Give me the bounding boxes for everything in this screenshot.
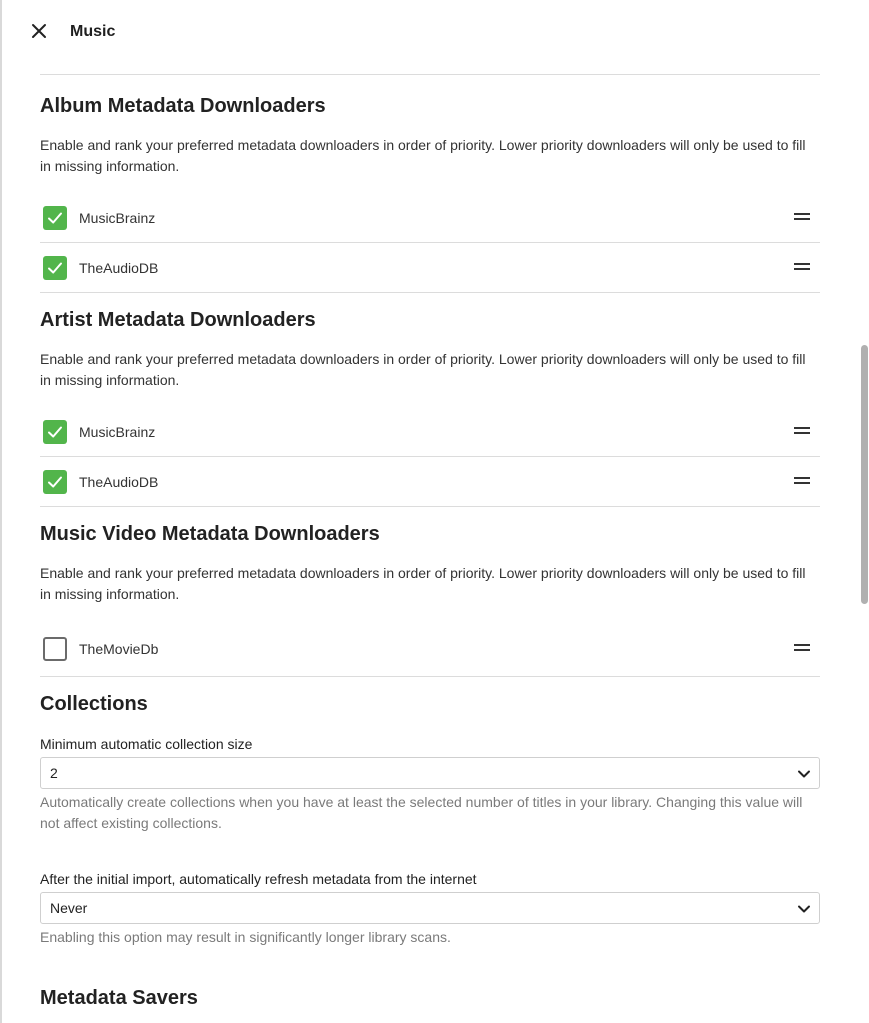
min-collection-size-select[interactable] — [40, 757, 820, 789]
musicvideo-section-title: Music Video Metadata Downloaders — [40, 523, 380, 545]
metadata-savers-section — [40, 984, 820, 1012]
musicvideo-downloaders-section — [40, 520, 820, 677]
album-theaudiodb-checkbox[interactable] — [43, 256, 67, 280]
chevron-down-icon — [797, 767, 811, 781]
downloader-label: TheAudioDB — [79, 259, 159, 276]
min-collection-size-help: Automatically create collections when you have at least the selected number of titles in your library. Changing this value will not affect existing collections. — [40, 794, 803, 831]
artist-section-title: Artist Metadata Downloaders — [40, 309, 316, 331]
dialog-left-edge — [0, 0, 2, 1023]
downloader-label: MusicBrainz — [79, 209, 156, 226]
artist-musicbrainz-checkbox[interactable] — [43, 420, 67, 444]
list-item — [40, 193, 820, 243]
drag-handle-icon[interactable] — [794, 213, 810, 223]
musicvideo-themoviedb-checkbox[interactable] — [43, 637, 67, 661]
album-section-title: Album Metadata Downloaders — [40, 95, 326, 117]
refresh-metadata-help: Enabling this option may result in significantly longer library scans. — [40, 929, 451, 945]
scrollbar-thumb[interactable] — [861, 345, 868, 604]
checkmark-icon — [46, 209, 64, 227]
collections-section — [40, 690, 820, 948]
drag-handle-icon[interactable] — [794, 427, 810, 437]
artist-section-description: Enable and rank your preferred metadata downloaders in order of priority. Lower priority downloaders will only be used to fill in missing information. — [40, 351, 806, 388]
musicvideo-section-description: Enable and rank your preferred metadata downloaders in order of priority. Lower priority downloaders will only be used to fill in missing information. — [40, 565, 806, 602]
list-item — [40, 243, 820, 293]
close-button[interactable] — [28, 20, 50, 42]
dialog-header — [0, 0, 860, 64]
top-divider — [40, 74, 820, 75]
refresh-metadata-label: After the initial import, automatically refresh metadata from the internet — [40, 871, 477, 887]
downloader-label: TheAudioDB — [79, 473, 159, 490]
metadata-savers-title: Metadata Savers — [40, 987, 198, 1009]
checkmark-icon — [46, 259, 64, 277]
page-title: Music — [70, 23, 116, 40]
chevron-down-icon — [797, 902, 811, 916]
downloader-label: MusicBrainz — [79, 423, 156, 440]
min-collection-size-value: 2 — [50, 765, 58, 781]
album-musicbrainz-checkbox[interactable] — [43, 206, 67, 230]
drag-handle-icon[interactable] — [794, 263, 810, 273]
list-item — [40, 457, 820, 507]
close-icon — [28, 20, 50, 42]
settings-content — [40, 74, 820, 1012]
album-downloaders-section — [40, 92, 820, 293]
list-item — [40, 621, 820, 677]
drag-handle-icon[interactable] — [794, 477, 810, 487]
checkmark-icon — [46, 423, 64, 441]
list-item — [40, 407, 820, 457]
drag-handle-icon[interactable] — [794, 644, 810, 654]
collections-section-title: Collections — [40, 693, 148, 715]
downloader-label: TheMovieDb — [79, 640, 159, 657]
artist-downloaders-section — [40, 306, 820, 507]
refresh-metadata-value: Never — [50, 900, 88, 916]
min-collection-size-label: Minimum automatic collection size — [40, 736, 253, 752]
refresh-metadata-select[interactable] — [40, 892, 820, 924]
artist-theaudiodb-checkbox[interactable] — [43, 470, 67, 494]
album-section-description: Enable and rank your preferred metadata downloaders in order of priority. Lower priority downloaders will only be used to fill in missing information. — [40, 137, 806, 174]
checkmark-icon — [46, 473, 64, 491]
